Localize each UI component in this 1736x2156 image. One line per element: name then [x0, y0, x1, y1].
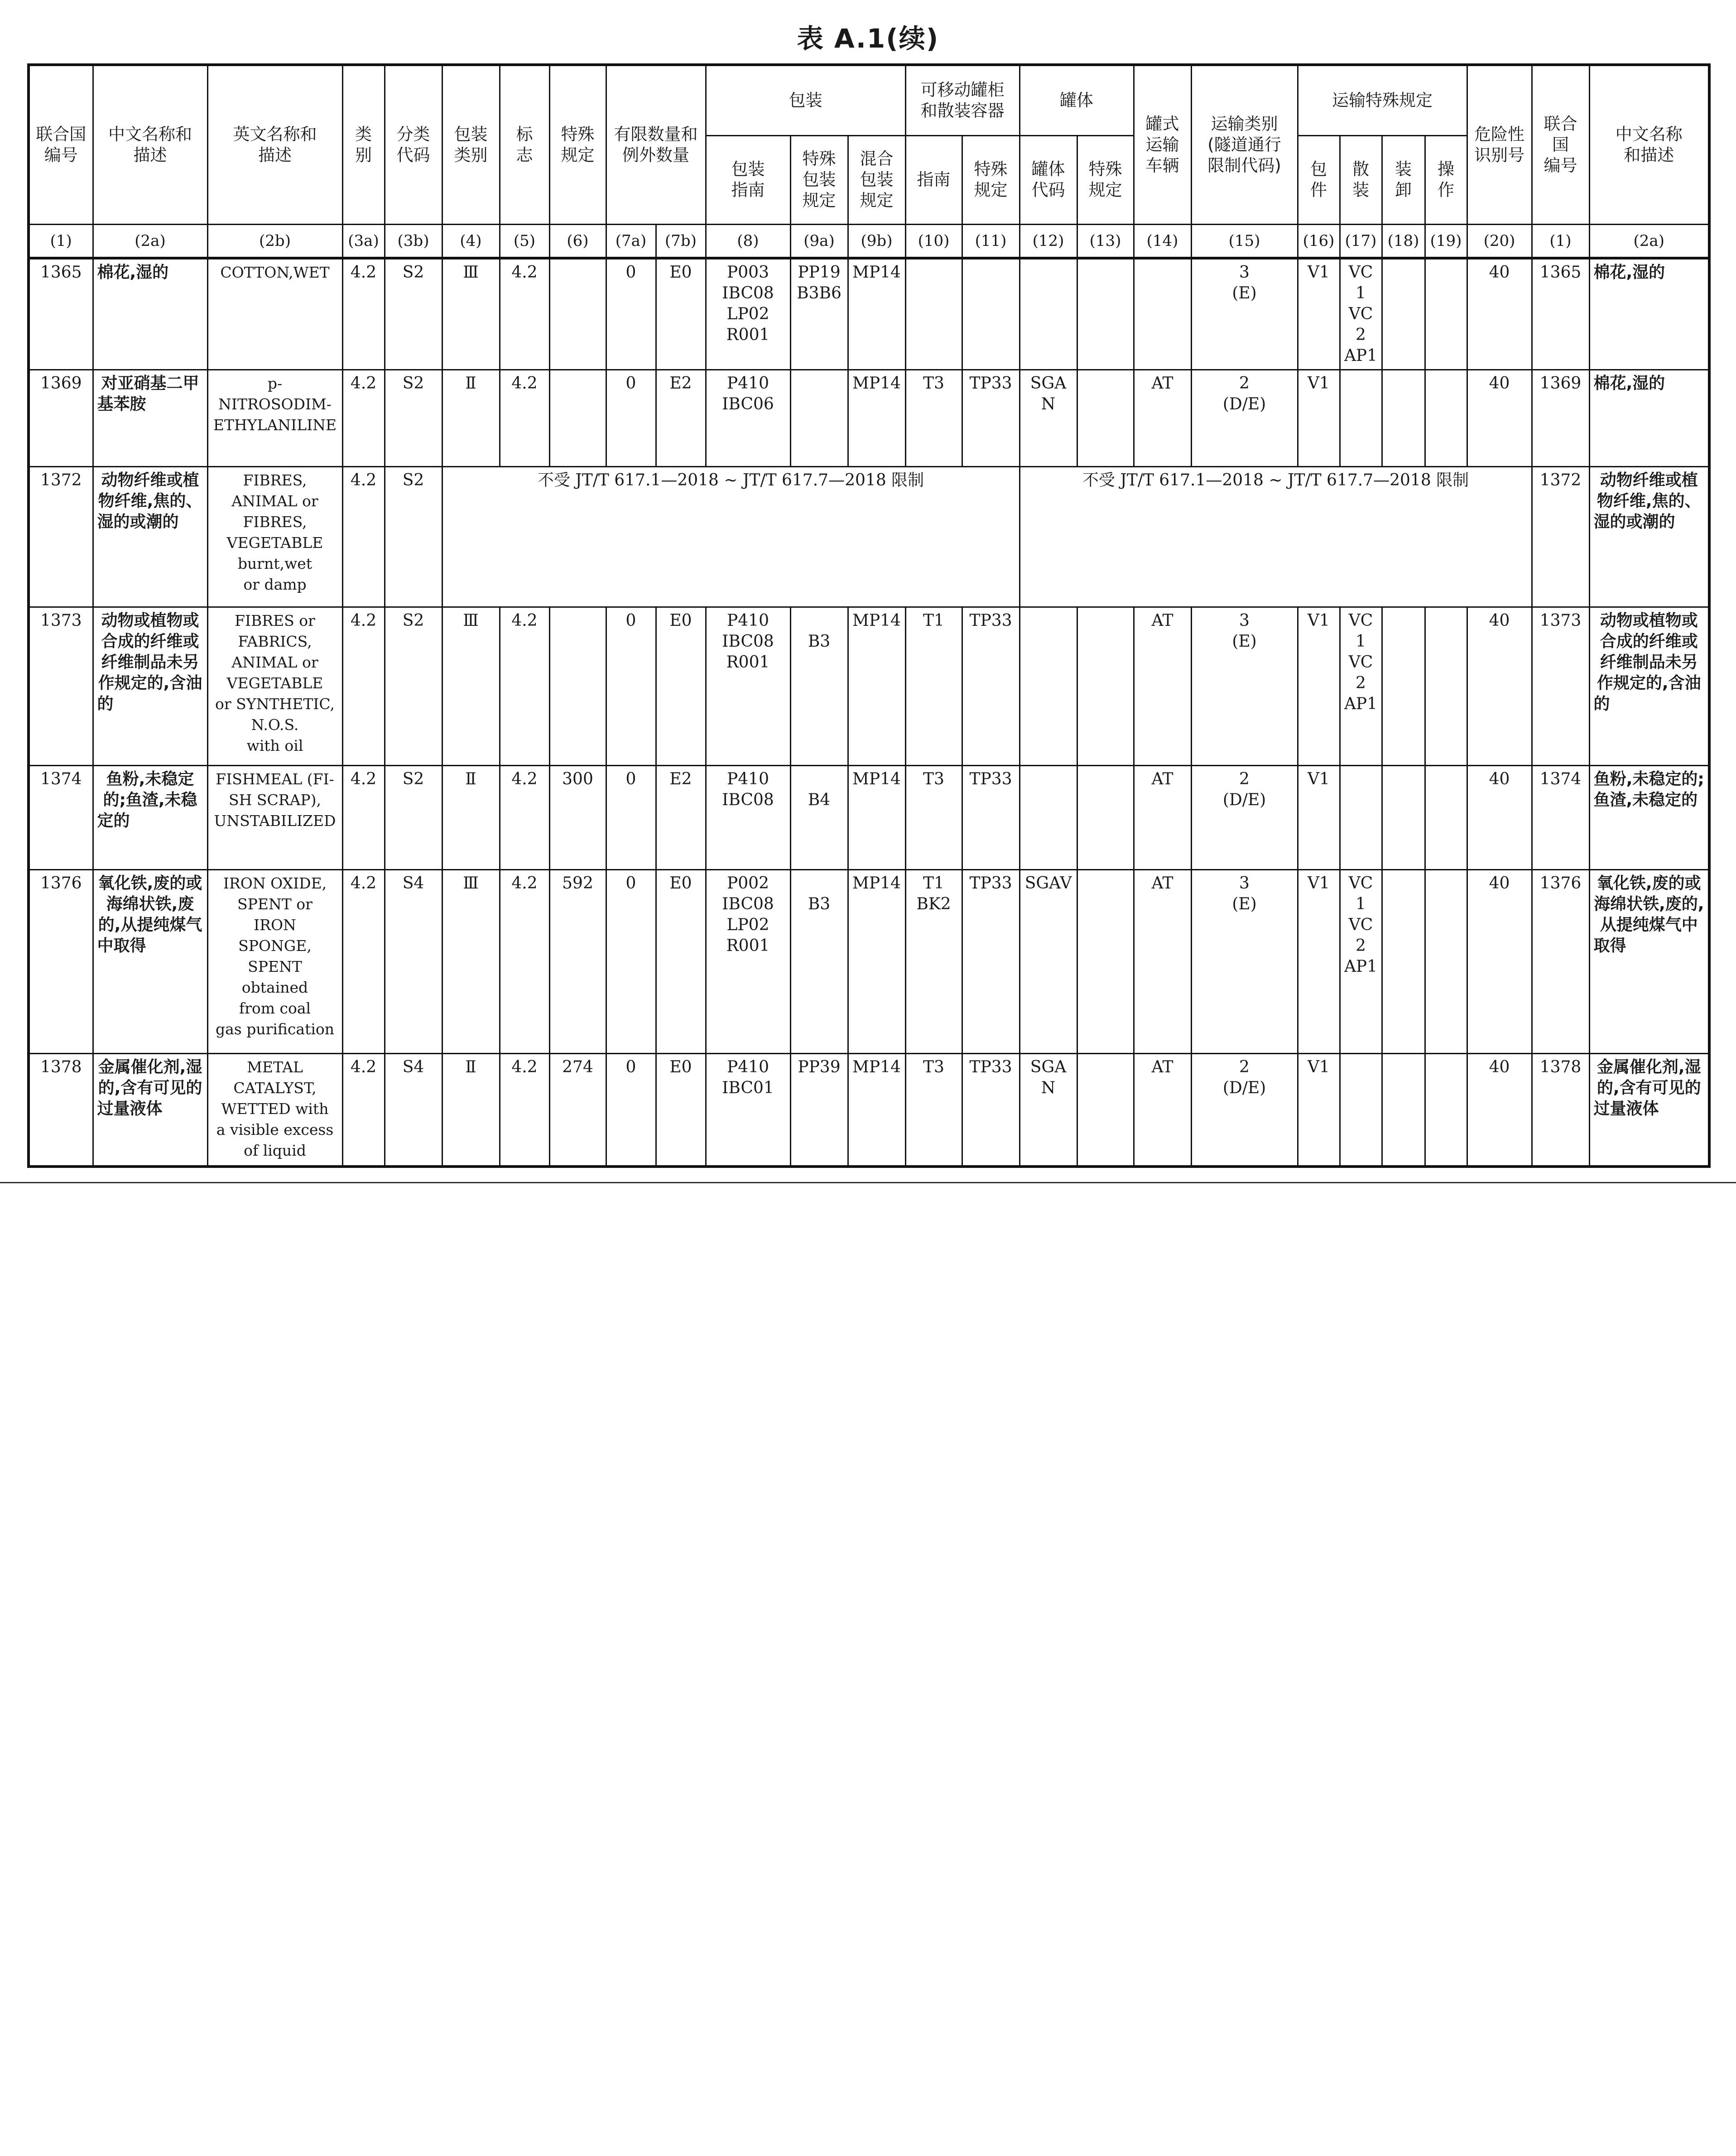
cell-st-bulk: VC1 VC2 AP1 [1340, 607, 1382, 765]
cell-un-no-2: 1372 [1532, 466, 1589, 607]
cell-st-operation [1425, 869, 1467, 1053]
cell-tank-special [1077, 1053, 1134, 1167]
cell-hazard-id: 40 [1467, 607, 1532, 765]
cell-pt-instruction: T1 BK2 [905, 869, 962, 1053]
cell-transport-category: 3 (E) [1191, 607, 1298, 765]
hdr-st-operation: 操 作 [1425, 135, 1467, 224]
cell-st-loading [1382, 1053, 1425, 1167]
cell-tank-code: SGAN [1019, 1053, 1077, 1167]
cell-mixed-packing: MP14 [848, 765, 905, 869]
cell-label: 4.2 [500, 869, 549, 1053]
col-number: (9a) [790, 224, 848, 258]
cell-label: 4.2 [500, 607, 549, 765]
cell-un-no: 1378 [29, 1053, 93, 1167]
cell-tank-vehicle: AT [1134, 370, 1191, 466]
cell-un-no-2: 1376 [1532, 869, 1589, 1053]
col-number: (2b) [207, 224, 342, 258]
table-row [29, 869, 1709, 1053]
col-number: (9b) [848, 224, 905, 258]
table-row [29, 1053, 1709, 1167]
cell-special-provisions [549, 370, 606, 466]
cell-st-operation [1425, 1053, 1467, 1167]
cell-st-loading [1382, 607, 1425, 765]
table-row [29, 765, 1709, 869]
cell-special-provisions: 274 [549, 1053, 606, 1167]
table-title: 表 A.1(续) [797, 23, 939, 54]
col-number: (3b) [385, 224, 442, 258]
cell-name-zh: 对亚硝基二甲基苯胺 [93, 370, 207, 466]
cell-un-no-2: 1365 [1532, 258, 1589, 370]
hdr-name-zh: 中文名称和 描述 [93, 65, 207, 224]
cell-mixed-packing: MP14 [848, 370, 905, 466]
cell-packing-group: Ⅱ [442, 765, 500, 869]
cell-tank-special [1077, 370, 1134, 466]
col-number: (1) [1532, 224, 1589, 258]
hdr-limited-quantity: 有限数量和 例外数量 [606, 65, 706, 224]
cell-tank-code: SGAN [1019, 370, 1077, 466]
cell-special-packing: PP39 [790, 1053, 848, 1167]
hdr-pt-instruction: 指南 [905, 135, 962, 224]
cell-st-bulk: VC1 VC2 AP1 [1340, 258, 1382, 370]
cell-name-zh: 动物或植物或合成的纤维或纤维制品未另作规定的,含油的 [93, 607, 207, 765]
cell-st-package: V1 [1298, 258, 1340, 370]
cell-st-loading [1382, 869, 1425, 1053]
cell-label: 4.2 [500, 370, 549, 466]
header-row-1 [29, 65, 1709, 135]
cell-name-zh: 金属催化剂,湿的,含有可见的过量液体 [93, 1053, 207, 1167]
hdr-pt-special: 特殊 规定 [962, 135, 1019, 224]
hdr-special-provisions: 特殊 规定 [549, 65, 606, 224]
col-number: (8) [706, 224, 790, 258]
cell-mixed-packing: MP14 [848, 869, 905, 1053]
hdr-un-no: 联合国 编号 [29, 65, 93, 224]
cell-limited-qty: 0 [606, 370, 656, 466]
cell-excepted-qty: E0 [656, 258, 706, 370]
cell-un-no: 1376 [29, 869, 93, 1053]
cell-excepted-qty: E0 [656, 1053, 706, 1167]
hdr-st-bulk: 散 装 [1340, 135, 1382, 224]
cell-pt-special: TP33 [962, 869, 1019, 1053]
cell-st-bulk: VC1 VC2 AP1 [1340, 869, 1382, 1053]
dangerous-goods-table [27, 63, 1711, 1168]
cell-tank-code [1019, 258, 1077, 370]
cell-excepted-qty: E0 [656, 869, 706, 1053]
cell-packing-group: Ⅲ [442, 258, 500, 370]
cell-class: 4.2 [342, 370, 385, 466]
cell-special-provisions [549, 258, 606, 370]
col-number: (3a) [342, 224, 385, 258]
col-number: (7b) [656, 224, 706, 258]
hdr-class-code: 分类 代码 [385, 65, 442, 224]
cell-pt-instruction: T3 [905, 1053, 962, 1167]
cell-st-loading [1382, 765, 1425, 869]
hdr-st-package: 包 件 [1298, 135, 1340, 224]
cell-pt-special: TP33 [962, 370, 1019, 466]
cell-pack-instruction: P410 IBC01 [706, 1053, 790, 1167]
col-number: (16) [1298, 224, 1340, 258]
hdr-hazard-id: 危险性 识别号 [1467, 65, 1532, 224]
cell-tank-special [1077, 258, 1134, 370]
cell-name-zh-2: 氧化铁,废的或海绵状铁,废的,从提纯煤气中取得 [1589, 869, 1709, 1053]
cell-transport-category: 3 (E) [1191, 258, 1298, 370]
cell-un-no: 1373 [29, 607, 93, 765]
cell-transport-category: 3 (E) [1191, 869, 1298, 1053]
cell-name-zh-2: 动物纤维或植物纤维,焦的、湿的或潮的 [1589, 466, 1709, 607]
cell-tank-vehicle: AT [1134, 765, 1191, 869]
hdr-portable-tank: 可移动罐柜 和散装容器 [905, 65, 1019, 135]
cell-pt-special: TP33 [962, 607, 1019, 765]
col-number: (6) [549, 224, 606, 258]
table-row [29, 258, 1709, 370]
cell-un-no-2: 1374 [1532, 765, 1589, 869]
hdr-tank-vehicle: 罐式 运输 车辆 [1134, 65, 1191, 224]
cell-class: 4.2 [342, 765, 385, 869]
cell-class: 4.2 [342, 466, 385, 607]
cell-transport-category: 2 (D/E) [1191, 1053, 1298, 1167]
cell-class: 4.2 [342, 607, 385, 765]
cell-hazard-id: 40 [1467, 1053, 1532, 1167]
cell-name-en: FISHMEAL (FI- SH SCRAP), UNSTABILIZED [207, 765, 342, 869]
cell-st-loading [1382, 370, 1425, 466]
cell-name-en: p-NITROSODIM- ETHYLANILINE [207, 370, 342, 466]
cell-special-packing: B4 [790, 765, 848, 869]
hdr-special-packing: 特殊 包装 规定 [790, 135, 848, 224]
cell-un-no: 1372 [29, 466, 93, 607]
col-number: (2a) [1589, 224, 1709, 258]
cell-mixed-packing: MP14 [848, 607, 905, 765]
cell-name-zh: 动物纤维或植物纤维,焦的、湿的或潮的 [93, 466, 207, 607]
cell-mixed-packing: MP14 [848, 258, 905, 370]
page-divider [0, 1182, 1736, 1183]
cell-hazard-id: 40 [1467, 765, 1532, 869]
cell-un-no-2: 1373 [1532, 607, 1589, 765]
cell-st-package: V1 [1298, 869, 1340, 1053]
cell-limited-qty: 0 [606, 869, 656, 1053]
col-number: (4) [442, 224, 500, 258]
cell-limited-qty: 0 [606, 607, 656, 765]
cell-name-en: FIBRES, ANIMAL or FIBRES, VEGETABLE burnt,wet or damp [207, 466, 342, 607]
cell-pack-instruction: P410 IBC08 R001 [706, 607, 790, 765]
hdr-tank: 罐体 [1019, 65, 1134, 135]
cell-packing-group: Ⅲ [442, 607, 500, 765]
cell-name-zh-2: 金属催化剂,湿的,含有可见的过量液体 [1589, 1053, 1709, 1167]
cell-name-zh-2: 鱼粉,未稳定的;鱼渣,未稳定的 [1589, 765, 1709, 869]
cell-tank-special [1077, 765, 1134, 869]
col-number: (19) [1425, 224, 1467, 258]
cell-pt-instruction: T3 [905, 370, 962, 466]
cell-label: 4.2 [500, 1053, 549, 1167]
cell-class: 4.2 [342, 869, 385, 1053]
cell-special-provisions: 592 [549, 869, 606, 1053]
cell-transport-category: 2 (D/E) [1191, 765, 1298, 869]
cell-st-operation [1425, 258, 1467, 370]
cell-pt-special: TP33 [962, 1053, 1019, 1167]
hdr-pack-instruction: 包装 指南 [706, 135, 790, 224]
hdr-special-transport: 运输特殊规定 [1298, 65, 1467, 135]
col-number: (20) [1467, 224, 1532, 258]
cell-tank-vehicle [1134, 258, 1191, 370]
cell-hazard-id: 40 [1467, 258, 1532, 370]
hdr-transport-category: 运输类别 (隧道通行 限制代码) [1191, 65, 1298, 224]
cell-st-bulk [1340, 1053, 1382, 1167]
cell-pt-instruction: T3 [905, 765, 962, 869]
hdr-tank-code: 罐体 代码 [1019, 135, 1077, 224]
cell-name-en: COTTON,WET [207, 258, 342, 370]
cell-un-no-2: 1378 [1532, 1053, 1589, 1167]
cell-name-zh: 氧化铁,废的或海绵状铁,废的,从提纯煤气中取得 [93, 869, 207, 1053]
cell-tank-vehicle: AT [1134, 607, 1191, 765]
cell-class-code: S2 [385, 258, 442, 370]
cell-class: 4.2 [342, 258, 385, 370]
cell-st-operation [1425, 765, 1467, 869]
col-number: (12) [1019, 224, 1077, 258]
cell-tank-special [1077, 869, 1134, 1053]
cell-excepted-qty: E0 [656, 607, 706, 765]
cell-label: 4.2 [500, 765, 549, 869]
hdr-tank-special: 特殊 规定 [1077, 135, 1134, 224]
cell-name-en: IRON OXIDE, SPENT or IRON SPONGE, SPENT obtained from coal gas purification [207, 869, 342, 1053]
cell-tank-code [1019, 765, 1077, 869]
cell-name-zh-2: 棉花,湿的 [1589, 370, 1709, 466]
hdr-label: 标 志 [500, 65, 549, 224]
hdr-packing-group: 包装 类别 [442, 65, 500, 224]
cell-special-packing: PP19 B3B6 [790, 258, 848, 370]
cell-excepted-qty: E2 [656, 370, 706, 466]
cell-transport-category: 2 (D/E) [1191, 370, 1298, 466]
cell-un-no: 1374 [29, 765, 93, 869]
cell-class-code: S4 [385, 1053, 442, 1167]
cell-pt-special: TP33 [962, 765, 1019, 869]
cell-pack-instruction: P003 IBC08 LP02 R001 [706, 258, 790, 370]
cell-tank-vehicle: AT [1134, 1053, 1191, 1167]
cell-limited-qty: 0 [606, 765, 656, 869]
cell-pt-special [962, 258, 1019, 370]
cell-class-code: S2 [385, 607, 442, 765]
cell-st-package: V1 [1298, 1053, 1340, 1167]
cell-hazard-id: 40 [1467, 869, 1532, 1053]
col-number: (14) [1134, 224, 1191, 258]
cell-tank-code [1019, 607, 1077, 765]
cell-mixed-packing: MP14 [848, 1053, 905, 1167]
hdr-name-en: 英文名称和 描述 [207, 65, 342, 224]
cell-packing-group: Ⅱ [442, 1053, 500, 1167]
cell-class-code: S2 [385, 466, 442, 607]
cell-special-provisions [549, 607, 606, 765]
cell-st-operation [1425, 607, 1467, 765]
table-row [29, 466, 1709, 607]
cell-special-provisions: 300 [549, 765, 606, 869]
cell-name-zh: 鱼粉,未稳定的;鱼渣,未稳定的 [93, 765, 207, 869]
cell-st-package: V1 [1298, 765, 1340, 869]
col-number: (10) [905, 224, 962, 258]
col-number: (18) [1382, 224, 1425, 258]
table-row [29, 370, 1709, 466]
cell-tank-special [1077, 607, 1134, 765]
col-number: (5) [500, 224, 549, 258]
cell-st-bulk [1340, 370, 1382, 466]
col-number: (13) [1077, 224, 1134, 258]
cell-class-code: S2 [385, 370, 442, 466]
col-number: (2a) [93, 224, 207, 258]
cell-packing-group: Ⅱ [442, 370, 500, 466]
cell-special-packing [790, 370, 848, 466]
cell-pack-instruction: P410 IBC08 [706, 765, 790, 869]
cell-st-bulk [1340, 765, 1382, 869]
cell-hazard-id: 40 [1467, 370, 1532, 466]
col-number: (17) [1340, 224, 1382, 258]
cell-st-package: V1 [1298, 607, 1340, 765]
cell-class: 4.2 [342, 1053, 385, 1167]
cell-special-packing: B3 [790, 869, 848, 1053]
hdr-un-no-2: 联合国 编号 [1532, 65, 1589, 224]
cell-limited-qty: 0 [606, 1053, 656, 1167]
cell-st-operation [1425, 370, 1467, 466]
cell-tank-vehicle: AT [1134, 869, 1191, 1053]
cell-name-en: FIBRES or FABRICS, ANIMAL or VEGETABLE or SYNTHETIC, N.O.S. with oil [207, 607, 342, 765]
table-row [29, 607, 1709, 765]
cell-pt-instruction: T1 [905, 607, 962, 765]
cell-class-code: S4 [385, 869, 442, 1053]
cell-special-packing: B3 [790, 607, 848, 765]
hdr-class: 类 别 [342, 65, 385, 224]
col-number: (7a) [606, 224, 656, 258]
cell-class-code: S2 [385, 765, 442, 869]
cell-limited-qty: 0 [606, 258, 656, 370]
cell-not-restricted-right: 不受 JT/T 617.1—2018 ~ JT/T 617.7—2018 限制 [1019, 466, 1532, 607]
cell-un-no: 1369 [29, 370, 93, 466]
col-number: (11) [962, 224, 1019, 258]
column-number-row [29, 224, 1709, 258]
cell-pack-instruction: P410 IBC06 [706, 370, 790, 466]
cell-tank-code: SGAV [1019, 869, 1077, 1053]
col-number: (1) [29, 224, 93, 258]
cell-name-en: METAL CATALYST, WETTED with a visible excess of liquid [207, 1053, 342, 1167]
cell-name-zh-2: 动物或植物或合成的纤维或纤维制品未另作规定的,含油的 [1589, 607, 1709, 765]
cell-packing-group: Ⅲ [442, 869, 500, 1053]
cell-name-zh-2: 棉花,湿的 [1589, 258, 1709, 370]
cell-un-no-2: 1369 [1532, 370, 1589, 466]
cell-st-package: V1 [1298, 370, 1340, 466]
cell-excepted-qty: E2 [656, 765, 706, 869]
col-number: (15) [1191, 224, 1298, 258]
cell-label: 4.2 [500, 258, 549, 370]
hdr-name-zh-2: 中文名称 和描述 [1589, 65, 1709, 224]
cell-un-no: 1365 [29, 258, 93, 370]
cell-not-restricted-left: 不受 JT/T 617.1—2018 ~ JT/T 617.7—2018 限制 [442, 466, 1019, 607]
cell-pt-instruction [905, 258, 962, 370]
cell-st-loading [1382, 258, 1425, 370]
cell-pack-instruction: P002 IBC08 LP02 R001 [706, 869, 790, 1053]
hdr-packaging: 包装 [706, 65, 905, 135]
hdr-st-loading: 装 卸 [1382, 135, 1425, 224]
cell-name-zh: 棉花,湿的 [93, 258, 207, 370]
hdr-mixed-packing: 混合 包装 规定 [848, 135, 905, 224]
